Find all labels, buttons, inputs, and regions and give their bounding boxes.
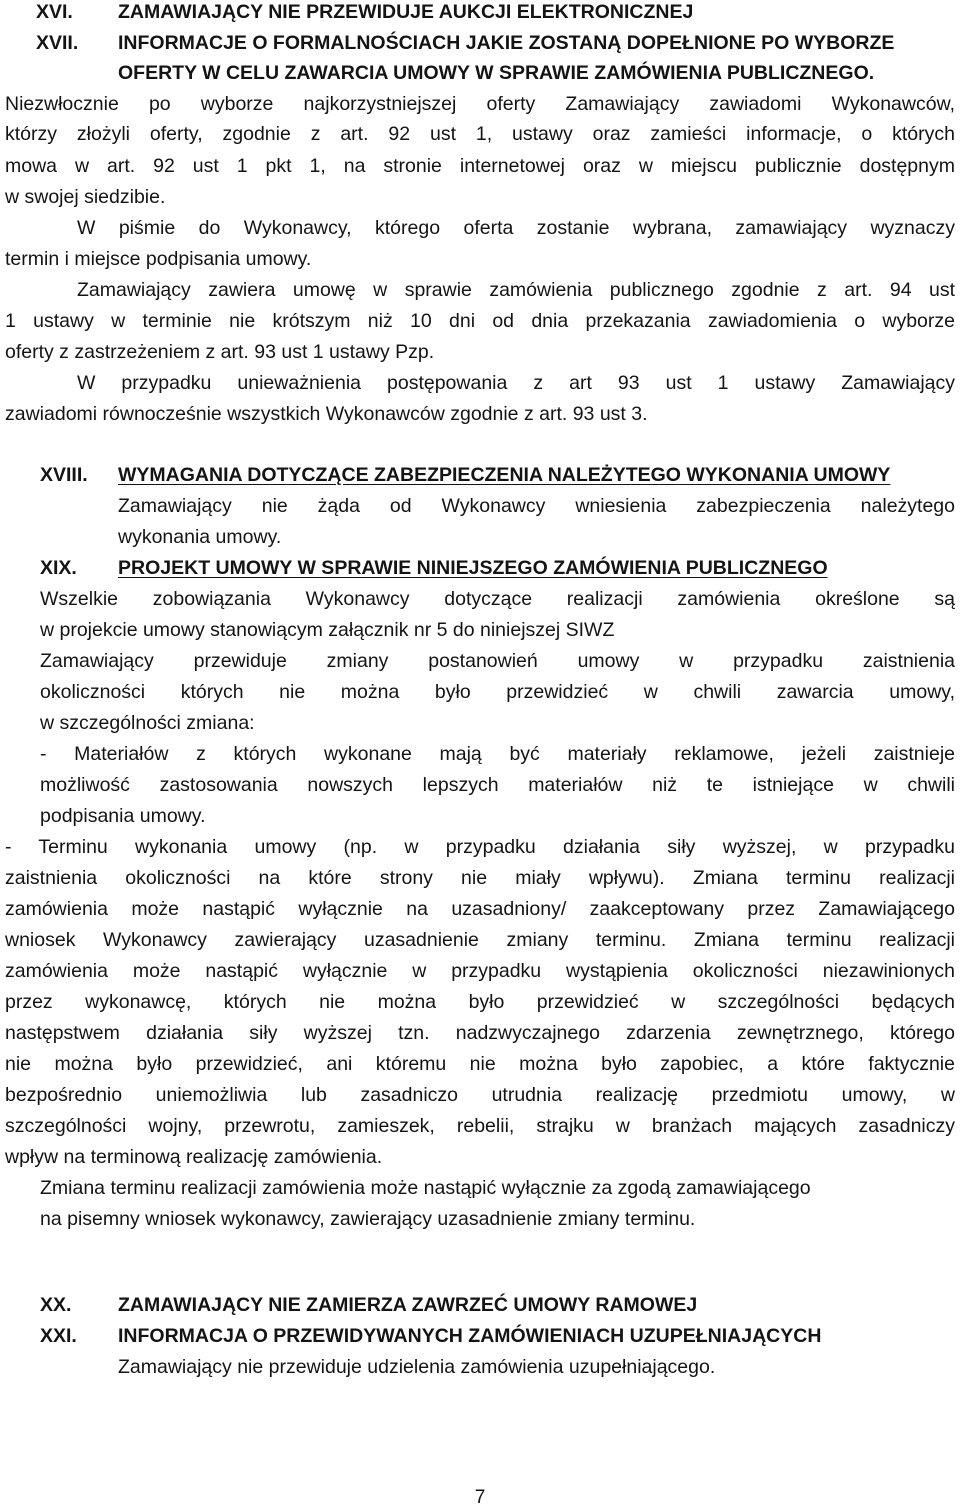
paragraph-line: Zamawiający zawiera umowę w sprawie zamówienia publicznego zgodnie z art. 94 ust bbox=[77, 279, 955, 301]
paragraph-line: bezpośrednio uniemożliwia lub zasadniczo utrudnia realizację przedmiotu umowy, w bbox=[5, 1084, 955, 1106]
paragraph-line: W piśmie do Wykonawcy, którego oferta zostanie wybrana, zamawiający wyznaczy bbox=[77, 217, 955, 239]
section-heading-xvi: ZAMAWIAJĄCY NIE PRZEWIDUJE AUKCJI ELEKTRONICZNEJ bbox=[118, 1, 694, 23]
section-number-xxi: XXI. bbox=[40, 1325, 77, 1347]
paragraph-line: możliwość zastosowania nowszych lepszych materiałów niż te istniejące w chwili bbox=[40, 774, 955, 796]
paragraph-line: - Terminu wykonania umowy (np. w przypadku działania siły wyższej, w przypadku bbox=[5, 836, 955, 858]
section-heading-xvii-line2: OFERTY W CELU ZAWARCIA UMOWY W SPRAWIE ZAMÓWIENIA PUBLICZNEGO. bbox=[118, 62, 875, 84]
paragraph-line: wpływ na terminową realizację zamówienia. bbox=[5, 1146, 383, 1168]
paragraph-line: następstwem działania siły wyższej tzn. nadzwyczajnego zdarzenia zewnętrznego, którego bbox=[5, 1022, 955, 1044]
section-number-xvi: XVI. bbox=[36, 1, 73, 23]
paragraph-line: w swojej siedzibie. bbox=[5, 186, 166, 208]
paragraph-line: oferty z zastrzeżeniem z art. 93 ust 1 ustawy Pzp. bbox=[5, 341, 435, 363]
paragraph-line: zamówienia może nastąpić wyłącznie w przypadku wystąpienia okoliczności niezawinionych bbox=[5, 960, 955, 982]
section-heading-xxi: INFORMACJA O PRZEWIDYWANYCH ZAMÓWIENIACH UZUPEŁNIAJĄCYCH bbox=[118, 1325, 822, 1347]
section-number-xix: XIX. bbox=[40, 557, 77, 579]
paragraph-line: W przypadku unieważnienia postępowania z art 93 ust 1 ustawy Zamawiający bbox=[77, 372, 955, 394]
section-heading-xx: ZAMAWIAJĄCY NIE ZAMIERZA ZAWRZEĆ UMOWY RAMOWEJ bbox=[118, 1294, 698, 1316]
paragraph-line: wykonania umowy. bbox=[118, 526, 282, 548]
paragraph-line: Zamawiający nie przewiduje udzielenia zamówienia uzupełniającego. bbox=[118, 1356, 716, 1378]
paragraph-line: w projekcie umowy stanowiącym załącznik nr 5 do niniejszej SIWZ bbox=[40, 619, 615, 641]
paragraph-line: przez wykonawcę, których nie można było przewidzieć w szczególności będących bbox=[5, 991, 955, 1013]
paragraph-line: na pisemny wniosek wykonawcy, zawierający uzasadnienie zmiany terminu. bbox=[40, 1208, 696, 1230]
paragraph-line: podpisania umowy. bbox=[40, 805, 206, 827]
paragraph-line: zawiadomi równocześnie wszystkich Wykonawców zgodnie z art. 93 ust 3. bbox=[5, 403, 648, 425]
paragraph-line: Wszelkie zobowiązania Wykonawcy dotyczące realizacji zamówienia określone są bbox=[40, 588, 955, 610]
paragraph-line: Zamawiający nie żąda od Wykonawcy wniesienia zabezpieczenia należytego bbox=[118, 495, 955, 517]
paragraph-line: nie można było przewidzieć, ani któremu nie można było zapobiec, a które faktycznie bbox=[5, 1053, 955, 1075]
section-heading-xvii-line1: INFORMACJE O FORMALNOŚCIACH JAKIE ZOSTANĄ DOPEŁNIONE PO WYBORZE bbox=[118, 32, 895, 54]
paragraph-line: Niezwłocznie po wyborze najkorzystniejszej oferty Zamawiający zawiadomi Wykonawców, bbox=[5, 93, 955, 115]
paragraph-line: w szczególności zmiana: bbox=[40, 712, 255, 734]
paragraph-line: Zmiana terminu realizacji zamówienia może nastąpić wyłącznie za zgodą zamawiającego bbox=[40, 1177, 811, 1199]
paragraph-line: - Materiałów z których wykonane mają być materiały reklamowe, jeżeli zaistnieje bbox=[40, 743, 955, 765]
paragraph-line: okoliczności których nie można było przewidzieć w chwili zawarcia umowy, bbox=[40, 681, 955, 703]
section-number-xviii: XVIII. bbox=[40, 464, 88, 486]
paragraph-line: którzy złożyli oferty, zgodnie z art. 92 ust 1, ustawy oraz zamieści informacje, o których bbox=[5, 123, 955, 145]
paragraph-line: szczególności wojny, przewrotu, zamieszek, rebelii, strajku w branżach mających zasadniczy bbox=[5, 1115, 955, 1137]
paragraph-line: 1 ustawy w terminie nie krótszym niż 10 dni od dnia przekazania zawiadomienia o wyborze bbox=[5, 310, 955, 332]
paragraph-line: zaistnienia okoliczności na które strony nie miały wpływu). Zmiana terminu realizacji bbox=[5, 867, 955, 889]
paragraph-line: zamówienia może nastąpić wyłącznie na uzasadniony/ zaakceptowany przez Zamawiającego bbox=[5, 898, 955, 920]
paragraph-line: wniosek Wykonawcy zawierający uzasadnienie zmiany terminu. Zmiana terminu realizacji bbox=[5, 929, 955, 951]
section-heading-xix: PROJEKT UMOWY W SPRAWIE NINIEJSZEGO ZAMÓWIENIA PUBLICZNEGO bbox=[118, 557, 828, 579]
section-heading-xviii: WYMAGANIA DOTYCZĄCE ZABEZPIECZENIA NALEŻYTEGO WYKONANIA UMOWY bbox=[118, 464, 891, 486]
section-number-xvii: XVII. bbox=[36, 32, 79, 54]
paragraph-line: mowa w art. 92 ust 1 pkt 1, na stronie internetowej oraz w miejscu publicznie dostępnym bbox=[5, 155, 955, 177]
paragraph-line: termin i miejsce podpisania umowy. bbox=[5, 248, 312, 270]
section-number-xx: XX. bbox=[40, 1294, 72, 1316]
page-number: 7 bbox=[474, 1487, 486, 1508]
paragraph-line: Zamawiający przewiduje zmiany postanowień umowy w przypadku zaistnienia bbox=[40, 650, 955, 672]
